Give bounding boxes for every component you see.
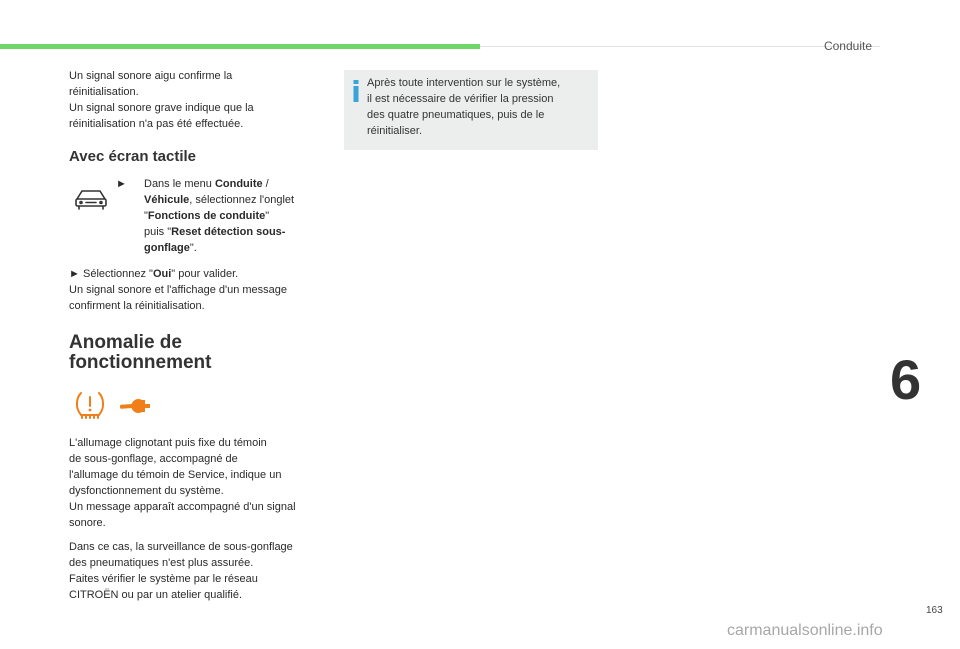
chapter-number: 6 [890,348,922,411]
quote: " [265,210,270,222]
malfunction-heading [69,333,309,373]
info-line: il est nécessaire de vérifier la pression [367,93,554,105]
action-line: CITROËN ou par un atelier qualifié. [69,589,243,601]
menu-name: Véhicule [144,194,190,206]
header-accent-bar [0,44,480,49]
malfunction-line: sonore. [69,517,106,529]
bullet-arrow-icon: ► [69,268,80,280]
info-line: Après toute intervention sur le système, [367,77,561,89]
confirm-line: Un signal sonore et l'affichage d'un message [69,284,288,296]
info-icon [352,80,360,102]
instruction-text: , sélectionnez l'onglet [189,194,295,206]
malfunction-action [69,539,329,603]
confirm-line: confirment la réinitialisation. [69,300,205,312]
malfunction-line: l'allumage du témoin de Service, indique un [69,469,282,481]
section-title: Conduite [823,39,872,53]
option-yes: Oui [152,268,172,280]
action-line: Faites vérifier le système par le réseau [69,573,258,585]
info-line: réinitialiser. [367,125,423,137]
intro-line: Un signal sonore aigu confirme la [69,70,233,82]
instruction-text: " pour valider. [171,268,239,280]
intro-line: Un signal sonore grave indique que la [69,102,254,114]
tab-name: Fonctions de conduite [147,210,266,222]
car-icon [74,187,108,211]
instruction-text: ". [189,242,197,254]
function-name: gonflage [144,242,190,254]
wrench-icon [118,396,154,416]
intro-text [69,68,329,132]
touchscreen-heading: Avec écran tactile [69,148,197,165]
heading-line: fonctionnement [69,352,212,373]
action-line: Dans ce cas, la surveillance de sous-gonflage [69,541,293,553]
instruction-text: / [262,178,269,190]
touchscreen-instruction [116,176,330,256]
page-number: 163 [926,605,943,616]
malfunction-description [69,435,329,531]
intro-line: réinitialisation. [69,86,139,98]
info-line: des quatre pneumatiques, puis de le [367,109,545,121]
menu-name: Conduite [214,178,263,190]
quote: " [144,210,148,222]
instruction-text: puis " [144,226,172,238]
malfunction-line: L'allumage clignotant puis fixe du témoin [69,437,267,449]
confirm-instruction [69,266,329,314]
malfunction-line: de sous-gonflage, accompagné de [69,453,238,465]
header-rule [480,46,880,47]
confirm-line [69,266,329,282]
bullet-arrow-icon: ► [116,178,127,190]
function-name: Reset détection sous- [171,226,286,238]
malfunction-line: dysfonctionnement du système. [69,485,224,497]
action-line: des pneumatiques n'est plus assurée. [69,557,254,569]
intro-line: réinitialisation n'a pas été effectuée. [69,118,244,130]
heading-line: Anomalie de [69,332,182,353]
watermark: carmanualsonline.info [727,622,883,639]
malfunction-line: Un message apparaît accompagné d'un signal [69,501,296,513]
info-text [367,75,589,139]
instruction-text: Dans le menu [144,178,215,190]
tire-pressure-warning-icon [73,390,107,420]
instruction-text: Sélectionnez " [83,268,153,280]
